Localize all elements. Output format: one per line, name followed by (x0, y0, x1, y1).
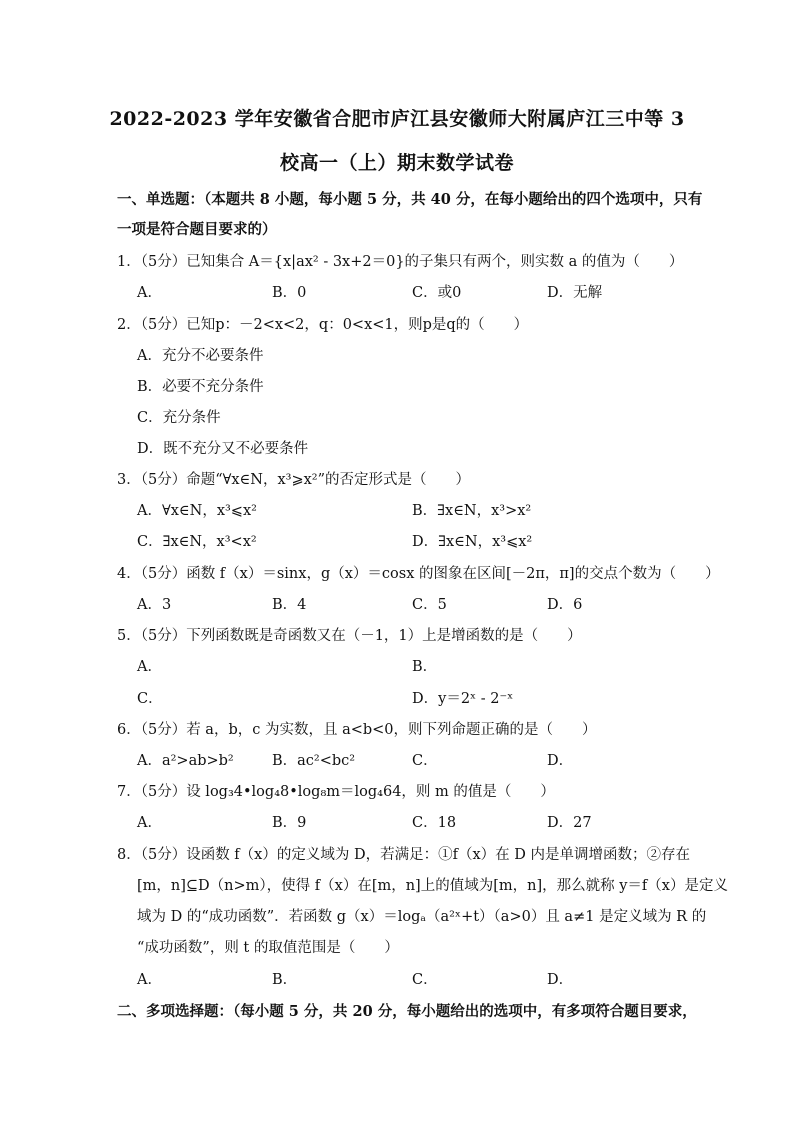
section2-header-line-1: 二、多项选择题：（每小题 5 分，共 20 分，每小题给出的选项中，有多项符合题目要求， (117, 1003, 697, 1020)
question-2-option-b: B．必要不充分条件 (137, 379, 264, 395)
question-8-option-a: A． (137, 972, 162, 988)
question-2-option-c: C．充分条件 (137, 410, 221, 426)
question-8-option-d: D． (547, 972, 574, 988)
question-7-option-c: C．18 (412, 815, 457, 831)
question-1-option-d: D．无解 (547, 285, 603, 301)
question-3-stem: 3．（5分）命题“∀x∈N，x³⩾x²”的否定形式是（ ） (117, 472, 471, 488)
question-7-option-d: D．27 (547, 815, 592, 831)
question-6-option-d: D． (547, 753, 574, 769)
exam-title-line-1: 2022-2023 学年安徽省合肥市庐江县安徽师大附属庐江三中等 3 (109, 108, 685, 130)
question-5-option-b: B． (412, 659, 438, 675)
question-6-option-a: A．a²>ab>b² (137, 753, 234, 769)
question-3-option-d: D．∃x∈N，x³⩽x² (412, 534, 533, 550)
section1-header-line-1: 一、单选题：（本题共 8 小题，每小题 5 分，共 40 分，在每小题给出的四个选项中，只有 (117, 191, 703, 208)
question-3-option-a: A．∀x∈N，x³⩽x² (137, 503, 257, 519)
question-4-option-d: D．6 (547, 597, 583, 613)
question-7-option-a: A． (137, 815, 162, 831)
question-1-option-b: B．0 (272, 285, 307, 301)
question-5-option-c: C． (137, 691, 163, 707)
question-6-option-b: B．ac²<bc² (272, 753, 356, 769)
question-1-option-c: C．或0 (412, 285, 462, 301)
question-8-stem-line-2: [m，n]⊆D（n>m），使得 f（x）在[m，n]上的值域为[m，n]，那么就称 y＝f（x）是定义 (137, 878, 728, 894)
question-4-option-b: B．4 (272, 597, 307, 613)
question-4-option-c: C．5 (412, 597, 447, 613)
question-3-option-c: C．∃x∈N，x³<x² (137, 534, 257, 550)
question-8-option-c: C． (412, 972, 438, 988)
question-2-stem: 2．（5分）已知p：－2<x<2，q：0<x<1，则p是q的（ ） (117, 317, 529, 333)
question-4-option-a: A．3 (137, 597, 172, 613)
question-2-option-a: A．充分不必要条件 (137, 348, 264, 364)
question-5-option-a: A． (137, 659, 162, 675)
question-1-stem: 1．（5分）已知集合 A＝{x|ax² - 3x+2＝0}的子集只有两个，则实数 a 的值为（ ） (117, 254, 684, 270)
question-8-option-b: B． (272, 972, 298, 988)
question-7-option-b: B．9 (272, 815, 307, 831)
question-3-option-b: B．∃x∈N，x³>x² (412, 503, 532, 519)
question-5-option-d: D．y＝2ˣ - 2⁻ˣ (412, 691, 514, 707)
question-8-stem-line-3: 域为 D 的“成功函数”．若函数 g（x）＝logₐ（a²ˣ+t）（a>0）且 a≠1 是定义域为 R 的 (137, 909, 707, 925)
question-1-option-a: A． (137, 285, 162, 301)
exam-title-line-2: 校高一（上）期末数学试卷 (279, 152, 514, 174)
question-8-stem-line-4: “成功函数”，则 t 的取值范围是（ ） (137, 940, 399, 956)
question-6-stem: 6．（5分）若 a，b，c 为实数，且 a<b<0，则下列命题正确的是（ ） (117, 722, 597, 738)
question-6-option-c: C． (412, 753, 438, 769)
question-7-stem: 7．（5分）设 log₃4•log₄8•log₈m＝log₄64，则 m 的值是（ ） (117, 784, 555, 800)
section1-header-line-2: 一项是符合题目要求的） (117, 221, 277, 238)
question-4-stem: 4．（5分）函数 f（x）＝sinx，g（x）＝cosx 的图象在区间[－2π，π]的交点个数为（ ） (117, 566, 720, 582)
question-5-stem: 5．（5分）下列函数既是奇函数又在（－1，1）上是增函数的是（ ） (117, 628, 582, 644)
question-8-stem-line-1: 8．（5分）设函数 f（x）的定义域为 D，若满足：①f（x）在 D 内是单调增函数；②存在 (117, 847, 690, 863)
question-2-option-d: D．既不充分又不必要条件 (137, 441, 309, 457)
